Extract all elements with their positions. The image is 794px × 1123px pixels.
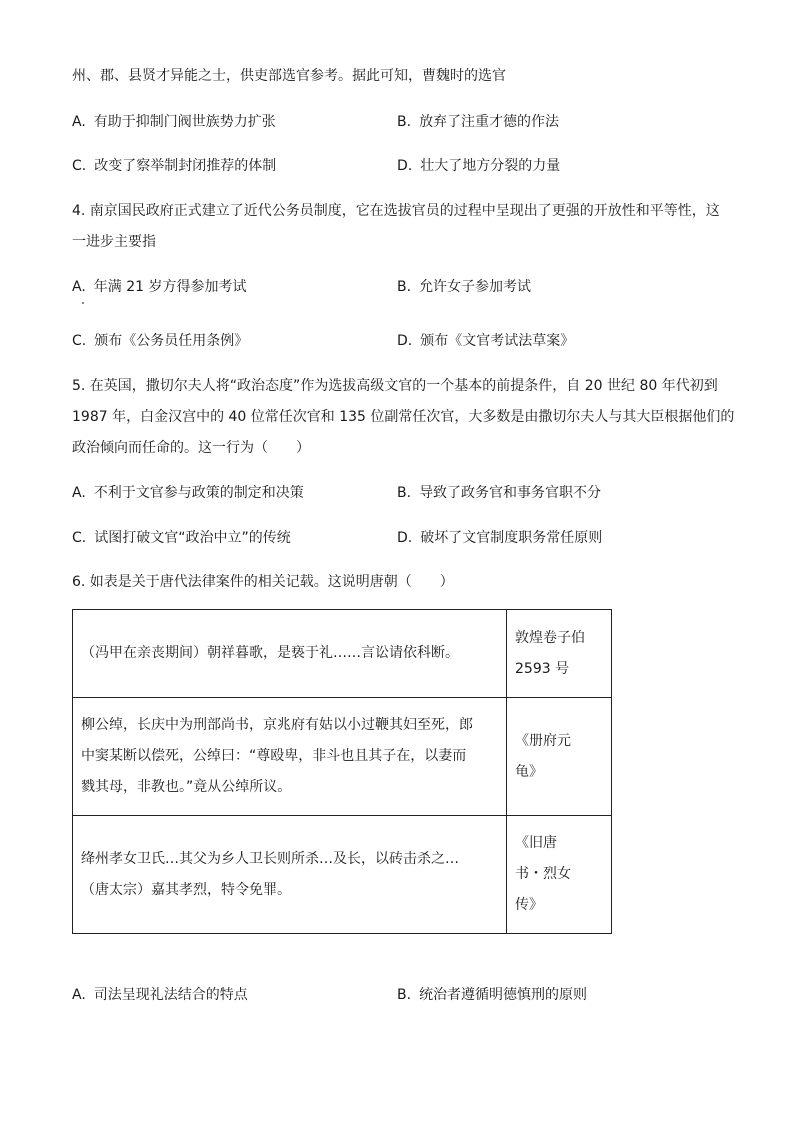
option-text: 改变了察举制封闭推荐的体制 xyxy=(94,158,277,174)
option-text: 有助于抑制门阀世族势力扩张 xyxy=(93,114,276,130)
option-letter: A. xyxy=(72,485,86,501)
q4-option-c[interactable] xyxy=(72,331,248,351)
table-row xyxy=(73,698,612,816)
q5-stem-line1: 5. 在英国，撒切尔夫人将“政治态度”作为选拔高级文官的一个基本的前提条件，自 20 世纪 80 年代初到 xyxy=(72,378,718,394)
q4-option-d[interactable] xyxy=(397,331,574,351)
option-text: 壮大了地方分裂的力量 xyxy=(420,158,561,174)
q4-option-b[interactable] xyxy=(397,277,531,297)
option-letter: B. xyxy=(397,279,412,295)
option-text: 司法呈现礼法结合的特点 xyxy=(93,987,248,1003)
q3-option-d[interactable] xyxy=(397,156,560,176)
q3-option-b[interactable] xyxy=(397,112,559,132)
option-text: 年满 21 岁方得参加考试 xyxy=(93,279,247,295)
case-source xyxy=(507,816,612,934)
option-letter: D. xyxy=(397,530,413,546)
q3-option-c[interactable] xyxy=(72,156,276,176)
case-content-text: （冯甲在亲丧期间）朝祥暮歌，是亵于礼……言讼请依科断。 xyxy=(81,645,459,661)
q4-stem-line1: 4. 南京国民政府正式建立了近代公务员制度，它在选拔官员的过程中呈现出了更强的开放性和平等性，这 xyxy=(72,203,720,219)
q4-option-a[interactable] xyxy=(72,277,247,297)
option-letter: A. xyxy=(72,279,86,295)
option-letter: A. xyxy=(72,114,86,130)
option-text: 试图打破文官“政治中立”的传统 xyxy=(94,530,291,546)
case-content xyxy=(73,816,507,934)
q5-stem-line3: 政治倾向而任命的。这一行为（ ） xyxy=(72,440,310,456)
case-source xyxy=(507,698,612,816)
option-letter: B. xyxy=(397,987,412,1003)
q4-stem-line2: 一进步主要指 xyxy=(72,234,156,250)
case-table xyxy=(72,609,612,934)
option-letter: B. xyxy=(397,114,412,130)
option-letter: C. xyxy=(72,333,87,349)
option-letter: A. xyxy=(72,987,86,1003)
option-text: 破坏了文官制度职务常任原则 xyxy=(420,530,603,546)
case-source-text: 《旧唐 书・烈女 传》 xyxy=(515,835,571,913)
option-text: 放弃了注重才德的作法 xyxy=(419,114,560,130)
q5-option-b[interactable] xyxy=(397,483,601,503)
stray-dot xyxy=(82,302,84,304)
option-text: 导致了政务官和事务官职不分 xyxy=(419,485,602,501)
q3-option-a[interactable] xyxy=(72,112,276,132)
option-text: 允许女子参加考试 xyxy=(419,279,532,295)
option-text: 不利于文官参与政策的制定和决策 xyxy=(93,485,304,501)
option-text: 颁布《文官考试法草案》 xyxy=(420,333,575,349)
case-content xyxy=(73,698,507,816)
case-source xyxy=(507,610,612,698)
q5-option-c[interactable] xyxy=(72,528,291,548)
case-content-text: 绛州孝女卫氏…其父为乡人卫长则所杀…及长，以砖击杀之… （唐太宗）嘉其孝烈，特令免罪。 xyxy=(81,850,459,898)
case-source-text: 《册府元 龟》 xyxy=(515,732,571,780)
q6-option-a[interactable] xyxy=(72,985,248,1005)
table-row xyxy=(73,610,612,698)
q6-option-b[interactable] xyxy=(397,985,587,1005)
q5-option-d[interactable] xyxy=(397,528,602,548)
table-row xyxy=(73,816,612,934)
case-content xyxy=(73,610,507,698)
option-text: 颁布《公务员任用条例》 xyxy=(94,333,249,349)
option-letter: C. xyxy=(72,530,87,546)
q5-stem-line2: 1987 年，白金汉宫中的 40 位常任次官和 135 位副常任次官，大多数是由撒切尔夫人与其大臣根据他们的 xyxy=(72,409,735,425)
option-letter: D. xyxy=(397,158,413,174)
case-content-text: 柳公绰，长庆中为刑部尚书，京兆府有姑以小过鞭其妇至死，郎 中窦某断以偿死，公绰曰：“尊殴卑，非斗也且其子在，以妻而 戮其母，非教也。”竟从公绰所议。 xyxy=(81,717,473,795)
option-text: 统治者遵循明德慎刑的原则 xyxy=(419,987,588,1003)
q5-option-a[interactable] xyxy=(72,483,304,503)
option-letter: C. xyxy=(72,158,87,174)
case-source-text: 敦煌卷子伯 2593 号 xyxy=(515,629,585,677)
q6-stem: 6. 如表是关于唐代法律案件的相关记载。这说明唐朝（ ） xyxy=(72,574,454,590)
option-letter: B. xyxy=(397,485,412,501)
q3-stem-continuation: 州、郡、县贤才异能之士，供吏部选官参考。据此可知，曹魏时的选官 xyxy=(72,68,506,84)
option-letter: D. xyxy=(397,333,413,349)
